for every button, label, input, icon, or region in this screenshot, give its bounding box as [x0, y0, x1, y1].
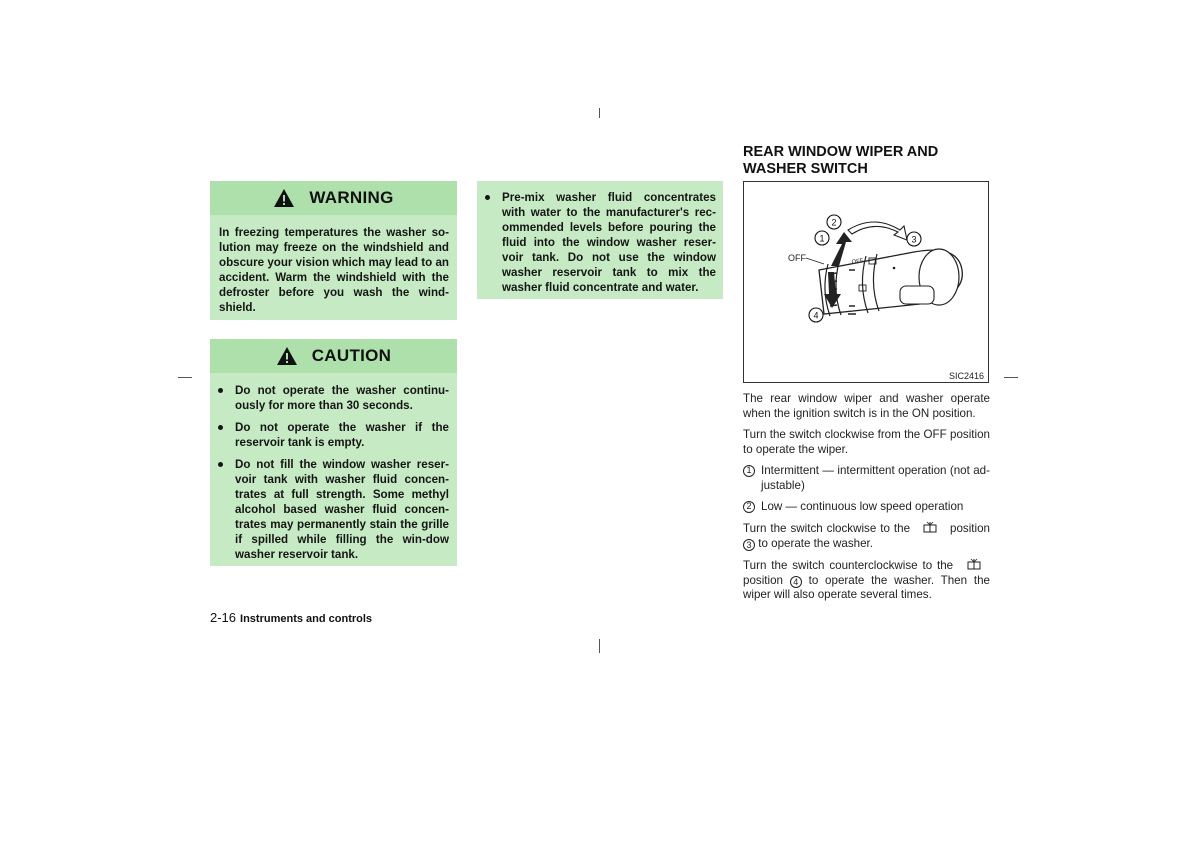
caution-item: Do not operate the washer if the reservoir tank is empty. [210, 420, 449, 450]
washer-icon [966, 558, 982, 570]
caution-triangle-icon [276, 346, 298, 366]
item-number: 1 [743, 465, 755, 477]
svg-text:2: 2 [831, 217, 837, 228]
item-number: 2 [743, 501, 755, 513]
continued-caution-list [477, 190, 716, 302]
section-title: REAR WINDOW WIPER AND WASHER SWITCH [743, 144, 939, 177]
list-item [743, 500, 990, 515]
paragraph-wiper-operation: Turn the switch clockwise from the OFF position to operate the wiper. [743, 427, 990, 456]
paragraph-washer-clockwise: Turn the switch clockwise to the position 3 to operate the washer. [743, 521, 990, 550]
crop-mark-top [599, 108, 600, 118]
paragraph-washer-counterclockwise: Turn the switch counterclockwise to the position 4 to operate the washer. Then the wiper will also operate several times. [743, 558, 990, 602]
paragraph-conditions: The rear window wiper and washer operate when the ignition switch is in the ON position. [743, 392, 990, 420]
washer-icon [922, 521, 938, 533]
caution-item: Do not fill the window washer reser-voir tank with washer fluid concen-trates at full strength. Some methyl alcohol based washer fluid concen-trates may permanently stain the grille if spilled while filling the win-dow washer reservoir tank. [210, 457, 449, 562]
list-item [743, 464, 990, 493]
warning-triangle-icon [273, 188, 295, 208]
callout-number: 3 [743, 539, 755, 551]
wiper-switch-figure [743, 181, 989, 383]
crop-mark-bottom [599, 639, 600, 653]
figure-code: SIC2416 [948, 371, 984, 381]
warning-title: WARNING [309, 188, 394, 207]
svg-text:3: 3 [911, 234, 917, 245]
caution-list [210, 383, 449, 569]
caution-item: Do not operate the washer continu-ously for more than 30 seconds. [210, 383, 449, 413]
wiper-switch-illustration [744, 182, 988, 382]
crop-mark-right [1004, 377, 1018, 378]
item-text: Low — continuous low speed operation [761, 499, 964, 513]
page-number: 2-16 [210, 610, 237, 625]
caution-header [210, 339, 457, 373]
caution-item: Pre-mix washer fluid concentrates with water to the manufacturer's rec-ommended levels before pouring the fluid into the window washer reser-voir tank. Do not use the window washer reservoir tank to mix the washer fluid concentrate and water. [477, 190, 716, 295]
warning-header [210, 181, 457, 215]
knob-off-label: OFF [851, 257, 865, 266]
callout-number: 4 [790, 576, 802, 588]
crop-mark-left [178, 377, 192, 378]
warning-text: In freezing temperatures the washer so-lution may freeze on the windshield and obscure your vision which may lead to an accident. Warm the windshield with the defroster before you wash the wind-shield. [219, 226, 450, 314]
page-footer [210, 610, 372, 625]
item-text: Intermittent — intermittent operation (not ad-justable) [761, 463, 990, 492]
svg-text:4: 4 [813, 310, 819, 321]
off-label: OFF [788, 253, 806, 263]
section-body [743, 392, 990, 609]
footer-section-title: Instruments and controls [240, 613, 373, 625]
svg-text:1: 1 [819, 233, 825, 244]
caution-title: CAUTION [311, 346, 392, 365]
